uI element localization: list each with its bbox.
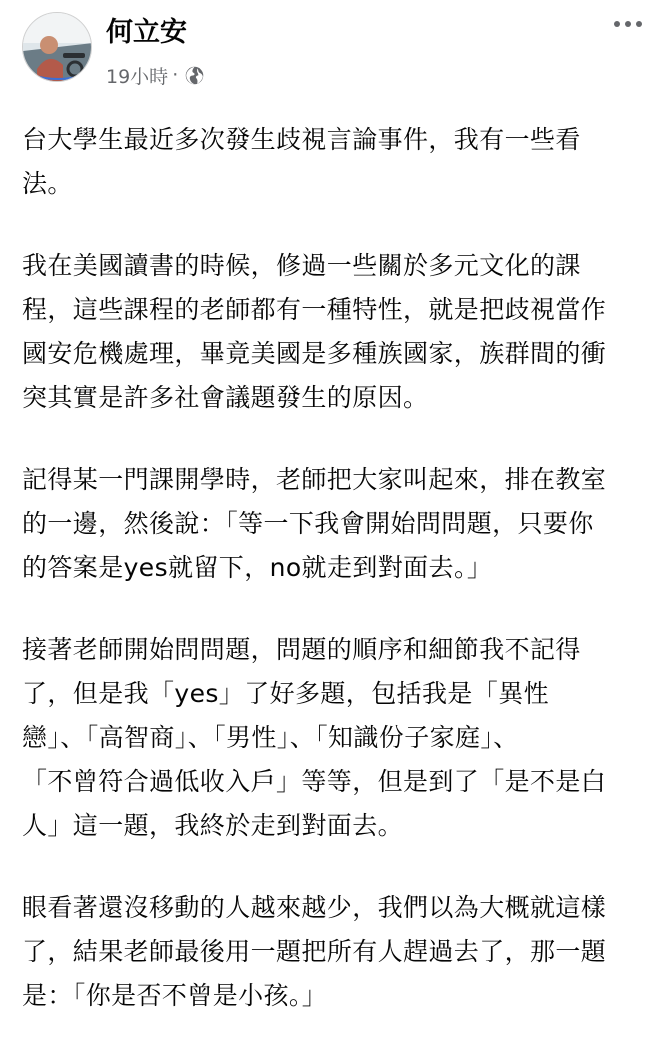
globe-icon[interactable] [184, 65, 205, 86]
avatar[interactable] [22, 12, 92, 82]
paragraph-line: 眼看著還沒移動的人越來越少，我們以為大概就這樣 [22, 893, 607, 922]
post-paragraph-1 [22, 118, 654, 206]
post-meta [106, 60, 205, 90]
paragraph-line: 接著老師開始問問題，問題的順序和細節我不記得 [22, 635, 581, 664]
paragraph-line: 的答案是yes就留下，no就走到對面去。」 [22, 553, 493, 582]
post-paragraph-5 [22, 886, 654, 1018]
paragraph-line: 「不曾符合過低收入戶」等等，但是到了「是不是白 [22, 767, 607, 796]
paragraph-line: 我在美國讀書的時候，修過一些關於多元文化的課 [22, 251, 581, 280]
post-paragraph-4 [22, 628, 654, 848]
post-timestamp[interactable]: 19小時 [106, 65, 169, 88]
paragraph-line: 的一邊，然後說：「等一下我會開始問問題，只要你 [22, 509, 594, 538]
author-name[interactable]: 何立安 [106, 17, 187, 48]
paragraph-line: 人」這一題，我終於走到對面去。 [22, 811, 404, 840]
post-header [0, 0, 666, 100]
paragraph-line: 記得某一門課開學時，老師把大家叫起來，排在教室 [22, 465, 607, 494]
paragraph-line: 台大學生最近多次發生歧視言論事件，我有一些看 [22, 125, 581, 154]
post-paragraph-2 [22, 244, 654, 420]
paragraph-line: 法。 [22, 169, 73, 198]
more-horizontal-icon [613, 20, 643, 28]
paragraph-line: 突其實是許多社會議題發生的原因。 [22, 383, 429, 412]
paragraph-line: 程，這些課程的老師都有一種特性，就是把歧視當作 [22, 295, 607, 324]
paragraph-line: 國安危機處理，畢竟美國是多種族國家，族群間的衝 [22, 339, 607, 368]
meta-separator: · [172, 64, 179, 86]
paragraph-line: 戀」、「高智商」、「男性」、「知識份子家庭」、 [22, 723, 519, 752]
avatar-photo-icon [23, 13, 92, 82]
paragraph-line: 是：「你是否不曾是小孩。」 [22, 981, 328, 1010]
post-body [22, 118, 654, 1056]
paragraph-line: 了，結果老師最後用一題把所有人趕過去了，那一題 [22, 937, 607, 966]
post-paragraph-3 [22, 458, 654, 590]
more-options-button[interactable] [608, 10, 648, 38]
paragraph-line: 了，但是我「yes」了好多題，包括我是「異性 [22, 679, 550, 708]
